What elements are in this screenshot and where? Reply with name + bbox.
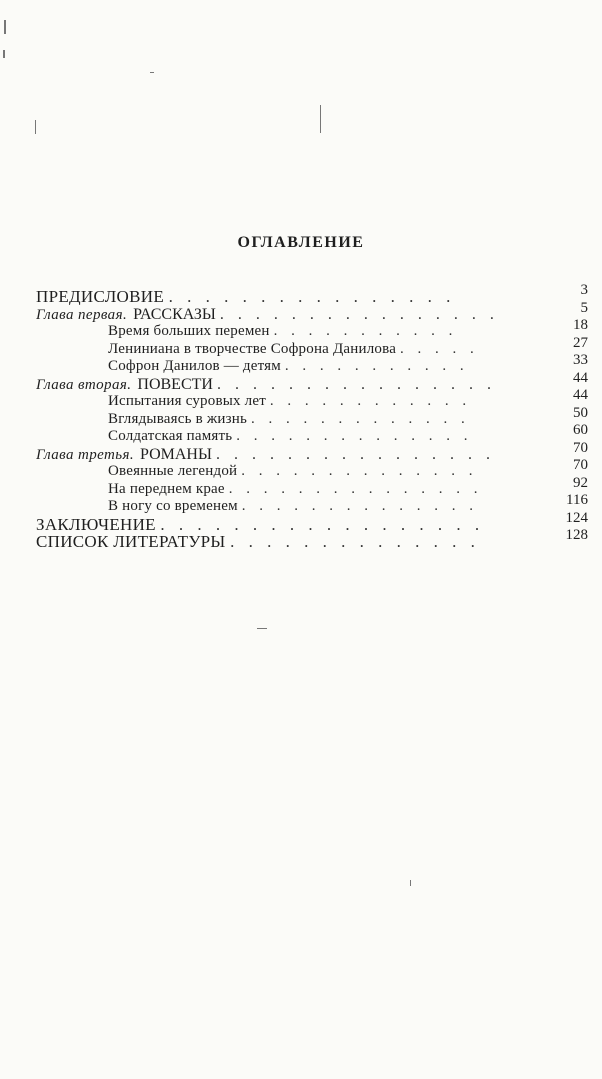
toc-entry-label: Глава первая. РАССКАЗЫ . . . . . . . . . . . . . . . . [36,305,499,323]
table-of-contents [36,282,588,551]
toc-page-number: 5 [580,299,588,316]
scan-speck [320,105,321,133]
toc-entry-label: Овеянные легендой . . . . . . . . . . . . . . [108,463,478,479]
page-title: ОГЛАВЛЕНИЕ [237,234,365,251]
toc-page-number: 116 [566,492,588,508]
toc-entry [36,317,588,341]
scan-speck [3,50,5,58]
toc-entry [36,352,588,376]
chapter-label: Глава вторая. [36,376,132,393]
toc-page-number: 92 [573,474,588,491]
toc-entry-label: Софрон Данилов — детям . . . . . . . . . . . [108,358,469,374]
toc-entry-label: Лениниана в творчестве Софрона Данилова . . . . . [108,340,479,357]
toc-entry-label: На переднем крае . . . . . . . . . . . . . . . [108,480,483,497]
scan-speck [35,120,36,134]
toc-entry-label: Глава вторая. ПОВЕСТИ . . . . . . . . . . . . . . . . [36,375,496,393]
toc-page-number: 60 [573,422,588,438]
toc-page-number: 33 [573,352,588,368]
scan-speck [410,880,411,886]
toc-entry [36,334,588,359]
toc-entry [36,404,588,429]
toc-page-number: 18 [573,317,588,333]
toc-entry-preface [36,282,588,306]
scan-speck [4,20,6,34]
chapter-label: Глава первая. [36,306,128,323]
chapter-label: Глава третья. [36,446,134,463]
toc-page-number: 44 [573,369,588,386]
toc-page-number: 70 [573,439,588,456]
scan-speck [150,72,154,73]
toc-entry-label: Испытания суровых лет . . . . . . . . . . . . [108,393,472,409]
toc-page-number: 70 [573,457,588,473]
toc-page-number: 44 [573,387,588,403]
toc-entry [36,474,588,499]
toc-entry [36,422,588,446]
toc-entry-label: ЗАКЛЮЧЕНИЕ . . . . . . . . . . . . . . . . . . [36,515,485,533]
toc-entry-label: Время больших перемен . . . . . . . . . . . [108,323,458,339]
toc-entry-label: ПРЕДИСЛОВИЕ . . . . . . . . . . . . . . . . [36,288,456,305]
toc-page-number: 124 [565,509,588,526]
toc-entry-chapter-3 [36,439,588,464]
toc-entry [36,457,588,481]
toc-entry-conclusion [36,509,588,534]
toc-entry-label: Вглядываясь в жизнь . . . . . . . . . . . . . [108,410,470,427]
toc-page-number: 50 [573,404,588,421]
toc-entry-chapter-1 [36,299,588,324]
toc-entry-label: Солдатская память . . . . . . . . . . . . . . [108,428,473,444]
toc-entry-references [36,527,588,551]
scan-speck [257,628,267,629]
toc-entry-label: СПИСОК ЛИТЕРАТУРЫ . . . . . . . . . . . . . . [36,533,480,550]
toc-page-number: 128 [565,527,588,543]
toc-entry [36,387,588,411]
toc-entry-label: В ногу со временем . . . . . . . . . . . . . . [108,498,478,514]
toc-page-number: 3 [580,282,588,298]
toc-entry [36,492,588,516]
toc-page-number: 27 [573,334,588,351]
toc-entry-label: Глава третья. РОМАНЫ . . . . . . . . . . . . . . . . [36,445,495,463]
toc-entry-chapter-2 [36,369,588,394]
